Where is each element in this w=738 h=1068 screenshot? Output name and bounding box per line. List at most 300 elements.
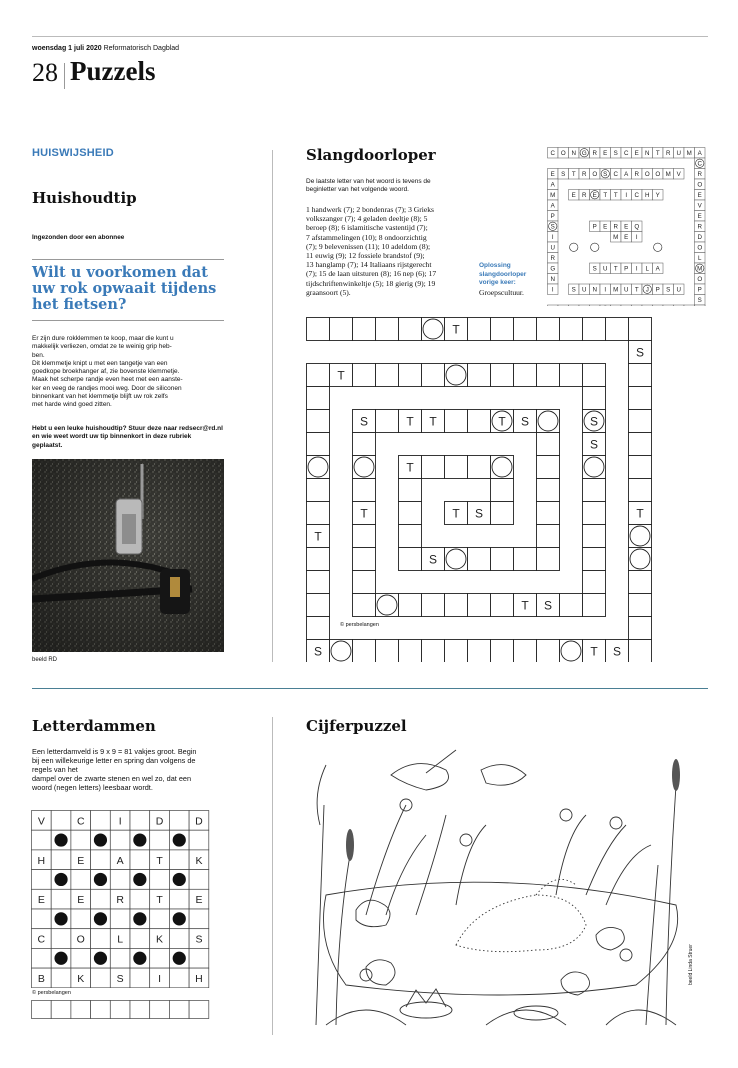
dam-square[interactable] <box>150 830 170 850</box>
solution-letter: N <box>592 286 597 294</box>
solution-letter: D <box>697 234 702 242</box>
solution-letter: O <box>560 150 566 158</box>
snake-cell[interactable] <box>629 594 652 617</box>
slangdoorloper-clues: 1 handwerk (7); 2 bondenras (7); 3 Grieks volkszanger (7); 4 geladen deeltje (8); 5 beroep (8); 6 islamitische vastentijd (7); 7 afstammelingen (10); 8 ondoorzichtig (7); 9 belevenissen (11); 10 adeldom (8); 11 euwig (9); 12 fossiele brandstof (9); 13 hanglamp (7); 14 Italiaans rijstgerecht (7); 15 de laan uitsturen (8); 16 nep (6); 17 tijdschriftenwinkeltje (5); 18 gierig (9); 19 graansoort (5). <box>306 205 437 297</box>
dam-stone <box>54 833 67 846</box>
dam-square[interactable] <box>110 870 130 890</box>
snake-cell[interactable] <box>422 594 445 617</box>
solution-letter: E <box>634 150 639 158</box>
dam-square[interactable] <box>169 889 189 909</box>
solution-letter: A <box>697 150 702 158</box>
solution-cell <box>695 305 706 306</box>
solution-label: Oplossing slangdoorloper vorige keer: <box>479 262 527 287</box>
dam-square[interactable] <box>71 909 91 929</box>
snake-cell-letter: S <box>428 552 438 567</box>
dam-square[interactable] <box>91 811 111 831</box>
dam-square[interactable] <box>91 968 111 988</box>
answer-cell[interactable] <box>110 1001 130 1019</box>
column-divider-bottom <box>272 717 273 1035</box>
dam-square[interactable] <box>71 870 91 890</box>
solution-letter: N <box>550 276 555 284</box>
snake-cell[interactable] <box>307 594 330 617</box>
snake-cell[interactable] <box>307 479 330 502</box>
solution-letter: H <box>645 192 650 200</box>
solution-letter: U <box>676 286 681 294</box>
dam-stone <box>94 873 107 886</box>
dateline <box>32 45 179 52</box>
snake-cell-letter: T <box>406 414 414 429</box>
snake-cell[interactable] <box>399 594 422 617</box>
dam-letter: D <box>195 815 203 828</box>
solution-letter: P <box>655 286 660 294</box>
snake-cell[interactable] <box>583 525 606 548</box>
dam-square[interactable] <box>71 948 91 968</box>
snake-cell[interactable] <box>491 548 514 571</box>
snake-cell[interactable] <box>629 410 652 433</box>
solution-letter: E <box>550 171 555 179</box>
dam-letter: E <box>195 894 203 907</box>
snake-cell[interactable] <box>376 640 399 663</box>
solution-letter: A <box>550 181 555 189</box>
solution-letter: I <box>625 192 628 200</box>
dam-square[interactable] <box>150 909 170 929</box>
solution-letter: U <box>603 265 608 273</box>
snake-cell[interactable] <box>491 364 514 387</box>
snake-cell[interactable] <box>399 318 422 341</box>
solution-letter: C <box>634 192 639 200</box>
dam-square[interactable] <box>130 811 150 831</box>
solution-letter: A <box>655 265 660 273</box>
dam-square[interactable] <box>91 929 111 949</box>
snake-cell[interactable] <box>514 640 537 663</box>
dam-square[interactable] <box>169 850 189 870</box>
column-divider-top <box>272 150 273 662</box>
snake-cell[interactable] <box>353 525 376 548</box>
snake-cell[interactable] <box>606 318 629 341</box>
dam-square[interactable] <box>189 948 209 968</box>
snake-cell[interactable] <box>468 548 491 571</box>
dam-letter: V <box>37 815 45 828</box>
cijferpuzzel-title: Cijferpuzzel <box>306 717 407 735</box>
solution-cell <box>684 305 695 306</box>
snake-cell[interactable] <box>353 479 376 502</box>
solution-letter: R <box>592 150 597 158</box>
snake-cell[interactable] <box>629 456 652 479</box>
dam-letter: R <box>116 894 124 907</box>
snake-cell[interactable] <box>514 318 537 341</box>
section-title: Puzzels <box>70 56 156 86</box>
letterdam-board[interactable] <box>31 810 212 988</box>
dam-letter: H <box>195 972 203 985</box>
snake-cell[interactable] <box>307 617 330 640</box>
solution-letter: T <box>613 192 618 200</box>
solution-letter: E <box>624 223 629 231</box>
solution-letter: S <box>613 150 618 158</box>
solution-letter: R <box>582 171 587 179</box>
solution-grid <box>547 147 709 306</box>
snake-cell[interactable] <box>422 456 445 479</box>
solution-letter: R <box>697 223 702 231</box>
solution-letter: P <box>550 213 555 221</box>
snake-cell[interactable] <box>422 640 445 663</box>
paper-name: Reformatorisch Dagblad <box>103 45 180 52</box>
snake-cell[interactable] <box>468 640 491 663</box>
dam-letter: C <box>37 933 46 946</box>
solution-letter: A <box>550 202 555 210</box>
letterdam-answer-row[interactable] <box>31 1000 212 1020</box>
solution-letter: R <box>666 150 671 158</box>
snake-cell[interactable] <box>583 502 606 525</box>
snake-cell[interactable] <box>560 594 583 617</box>
answer-cell[interactable] <box>130 1001 150 1019</box>
solution-letter: E <box>603 223 608 231</box>
dam-square[interactable] <box>110 830 130 850</box>
snake-cell[interactable] <box>537 318 560 341</box>
illustration-credit: beeld Linda Struer <box>688 944 694 985</box>
slangdoorloper-intro: De laatste letter van het woord is tevens de beginletter van het volgende woord. <box>306 178 431 194</box>
snake-cell[interactable] <box>468 456 491 479</box>
solution-letter: M <box>550 192 556 200</box>
snake-cell[interactable] <box>422 318 445 341</box>
snake-cell[interactable] <box>583 387 606 410</box>
solution-letter: L <box>698 255 702 263</box>
solution-letter: R <box>634 171 639 179</box>
snake-cell[interactable] <box>399 548 422 571</box>
snake-cell[interactable] <box>629 433 652 456</box>
snake-cell[interactable] <box>399 640 422 663</box>
solution-letter: T <box>571 171 576 179</box>
snake-cell[interactable] <box>514 364 537 387</box>
solution-letter: P <box>592 223 597 231</box>
solution-letter: U <box>676 150 681 158</box>
dam-square[interactable] <box>32 830 52 850</box>
snake-cell[interactable] <box>629 617 652 640</box>
solution-letter: T <box>634 286 639 294</box>
solution-letter: V <box>676 171 681 179</box>
snake-cell[interactable] <box>307 433 330 456</box>
solution-letter: U <box>550 244 555 252</box>
solution-letter: I <box>604 286 607 294</box>
dam-square[interactable] <box>130 968 150 988</box>
dam-letter: T <box>156 854 163 867</box>
dam-square[interactable] <box>130 889 150 909</box>
solution-letter: P <box>624 265 629 273</box>
solution-letter: U <box>624 286 629 294</box>
solution-letter: O <box>697 276 703 284</box>
dam-square[interactable] <box>51 968 71 988</box>
dam-square[interactable] <box>91 889 111 909</box>
snake-cell[interactable] <box>629 479 652 502</box>
date: woensdag 1 juli 2020 <box>32 45 102 52</box>
snake-cell[interactable] <box>583 571 606 594</box>
solution-letter: Q <box>634 223 640 231</box>
solution-letter: C <box>550 150 555 158</box>
snake-cell[interactable] <box>353 594 376 617</box>
snake-cell[interactable] <box>537 433 560 456</box>
dam-stone <box>173 952 186 965</box>
dam-square[interactable] <box>110 909 130 929</box>
solution-letter: R <box>697 171 702 179</box>
solution-letter: E <box>603 150 608 158</box>
dam-square[interactable] <box>189 870 209 890</box>
snake-cell[interactable] <box>629 640 652 663</box>
solution-letter: S <box>592 265 597 273</box>
snake-cell-letter: T <box>590 644 598 659</box>
photo-credit: beeld RD <box>32 657 58 663</box>
snake-cell[interactable] <box>376 364 399 387</box>
snake-cell[interactable] <box>629 525 652 548</box>
dam-square[interactable] <box>51 850 71 870</box>
dam-square[interactable] <box>32 948 52 968</box>
solution-letter: S <box>550 223 555 231</box>
solution-letter: C <box>624 150 629 158</box>
snake-cell[interactable] <box>376 410 399 433</box>
solution-letter: I <box>635 234 638 242</box>
snake-cell[interactable] <box>583 548 606 571</box>
dam-letter: S <box>116 972 124 985</box>
snake-cell[interactable] <box>514 548 537 571</box>
dam-square[interactable] <box>51 929 71 949</box>
dam-square[interactable] <box>51 811 71 831</box>
solution-letter: U <box>582 286 587 294</box>
solution-letter: J <box>645 286 649 294</box>
dot-to-dot-illustration <box>306 745 691 1032</box>
solution-letter: S <box>571 286 576 294</box>
snake-cell[interactable] <box>353 571 376 594</box>
solution-circle <box>591 243 599 251</box>
dam-letter: K <box>156 933 164 946</box>
solution-letter: I <box>551 234 554 242</box>
dam-square[interactable] <box>189 830 209 850</box>
solution-letter: S <box>666 286 671 294</box>
page-number-divider <box>64 63 65 89</box>
snake-cell[interactable] <box>629 318 652 341</box>
snake-cell[interactable] <box>353 433 376 456</box>
snake-cell[interactable] <box>537 410 560 433</box>
rubric-label: HUISWIJSHEID <box>32 147 114 159</box>
snake-cell[interactable] <box>307 548 330 571</box>
snake-cell[interactable] <box>583 594 606 617</box>
snake-cell[interactable] <box>353 456 376 479</box>
solution-letter: S <box>697 297 702 305</box>
snake-cell[interactable] <box>445 456 468 479</box>
snake-cell-letter: T <box>498 414 506 429</box>
headline-rule-top <box>32 259 224 260</box>
snake-cell[interactable] <box>491 479 514 502</box>
dam-square[interactable] <box>169 929 189 949</box>
snake-cell[interactable] <box>537 364 560 387</box>
dam-stone <box>133 833 146 846</box>
snake-cell[interactable] <box>353 318 376 341</box>
snake-cell-letter: T <box>314 529 322 544</box>
dam-letter: K <box>195 854 203 867</box>
snake-cell[interactable] <box>307 364 330 387</box>
solution-letter: E <box>697 213 702 221</box>
letterdam-copyright: © persbelangen <box>32 990 71 996</box>
snake-cell[interactable] <box>330 318 353 341</box>
solution-cell <box>590 305 601 306</box>
dam-letter: T <box>156 894 163 907</box>
snake-cell[interactable] <box>330 640 353 663</box>
answer-cell[interactable] <box>169 1001 189 1019</box>
dam-square[interactable] <box>189 909 209 929</box>
tip-call-to-action: Hebt u een leuke huishoudtip? Stuur deze naar redsecr@rd.nl en wie weet wordt uw tip binnenkort in deze rubriek geplaatst. <box>32 425 223 449</box>
snake-cell[interactable] <box>353 640 376 663</box>
snake-cell[interactable] <box>560 318 583 341</box>
snake-cell[interactable] <box>468 318 491 341</box>
snake-cell[interactable] <box>629 571 652 594</box>
solution-letter: C <box>613 171 618 179</box>
snake-cell[interactable] <box>353 364 376 387</box>
dam-stone <box>94 833 107 846</box>
solution-circle <box>570 243 578 251</box>
solution-letter: M <box>665 171 671 179</box>
dam-square[interactable] <box>130 850 150 870</box>
snake-cell[interactable] <box>307 571 330 594</box>
dam-letter: D <box>155 815 164 828</box>
solution-letter: O <box>697 181 703 189</box>
snake-cell[interactable] <box>422 364 445 387</box>
answer-cell[interactable] <box>51 1001 71 1019</box>
snake-cell[interactable] <box>445 364 468 387</box>
dam-square[interactable] <box>51 889 71 909</box>
solution-cell <box>621 305 632 306</box>
snake-cell[interactable] <box>445 640 468 663</box>
solution-letter: S <box>561 171 566 179</box>
snake-cell-letter: T <box>337 368 345 383</box>
solution-letter: L <box>645 265 649 273</box>
top-rule <box>32 36 708 37</box>
dam-stone <box>173 833 186 846</box>
snake-cell[interactable] <box>537 479 560 502</box>
snake-cell[interactable] <box>307 410 330 433</box>
snake-cell[interactable] <box>491 594 514 617</box>
snake-cell[interactable] <box>468 410 491 433</box>
snake-cell[interactable] <box>307 387 330 410</box>
dam-letter: B <box>37 972 45 985</box>
dam-square[interactable] <box>91 850 111 870</box>
snake-cell[interactable] <box>376 594 399 617</box>
snake-cell-letter: T <box>521 598 529 613</box>
snake-cell[interactable] <box>629 364 652 387</box>
snake-cell[interactable] <box>560 364 583 387</box>
snake-cell[interactable] <box>307 502 330 525</box>
dam-letter: S <box>195 933 203 946</box>
snake-grid[interactable] <box>306 317 652 662</box>
dam-stone <box>94 912 107 925</box>
solution-letter: T <box>613 265 618 273</box>
solution-letter: O <box>655 171 661 179</box>
solution-cell <box>632 305 643 306</box>
dam-square[interactable] <box>169 811 189 831</box>
snake-cell[interactable] <box>491 456 514 479</box>
dam-letter: E <box>77 854 85 867</box>
solution-letter: E <box>592 192 597 200</box>
solution-letter: O <box>644 171 650 179</box>
dam-square[interactable] <box>110 948 130 968</box>
dam-stone <box>133 873 146 886</box>
snake-cell[interactable] <box>307 318 330 341</box>
solution-cell <box>674 305 685 306</box>
dam-stone <box>54 952 67 965</box>
snake-cell[interactable] <box>376 318 399 341</box>
dam-square[interactable] <box>32 870 52 890</box>
snake-cell[interactable] <box>468 594 491 617</box>
dam-stone <box>54 912 67 925</box>
snake-cell[interactable] <box>399 364 422 387</box>
snake-cell-letter: S <box>635 345 645 360</box>
answer-cell[interactable] <box>91 1001 111 1019</box>
solution-letter: I <box>635 265 638 273</box>
headline-rule-bottom <box>32 320 224 321</box>
snake-cell[interactable] <box>445 594 468 617</box>
solution-letter: O <box>697 244 703 252</box>
snake-cell[interactable] <box>629 548 652 571</box>
snake-cell[interactable] <box>537 502 560 525</box>
solution-text: Groepscultuur. <box>479 288 524 297</box>
solution-circle <box>654 243 662 251</box>
dam-square[interactable] <box>150 948 170 968</box>
snake-cell[interactable] <box>629 387 652 410</box>
dam-letter: L <box>117 933 124 946</box>
tip-headline: Wilt u voorkomen dat uw rok opwaait tijdens het fietsen? <box>32 264 217 313</box>
dam-square[interactable] <box>32 909 52 929</box>
snake-cell[interactable] <box>583 318 606 341</box>
dam-square[interactable] <box>130 929 150 949</box>
snake-cell[interactable] <box>583 364 606 387</box>
snake-cell[interactable] <box>399 525 422 548</box>
snake-cell[interactable] <box>537 456 560 479</box>
snake-cell[interactable] <box>445 410 468 433</box>
snake-cell[interactable] <box>399 479 422 502</box>
solution-cell <box>642 305 653 306</box>
solution-letter: G <box>581 150 587 158</box>
solution-letter: R <box>550 255 555 263</box>
snake-cell[interactable] <box>399 502 422 525</box>
snake-cell-letter: T <box>406 460 414 475</box>
snake-cell[interactable] <box>583 456 606 479</box>
snake-cell[interactable] <box>583 479 606 502</box>
answer-cell[interactable] <box>150 1001 170 1019</box>
solution-cell <box>558 305 569 306</box>
snake-cell[interactable] <box>307 456 330 479</box>
snake-cell[interactable] <box>537 525 560 548</box>
snake-cell-letter: S <box>520 414 530 429</box>
dam-letter: A <box>116 854 124 867</box>
solution-letter: M <box>613 286 619 294</box>
snake-cell[interactable] <box>445 548 468 571</box>
snake-cell[interactable] <box>491 318 514 341</box>
snake-cell[interactable] <box>468 364 491 387</box>
snake-cell[interactable] <box>491 502 514 525</box>
dam-square[interactable] <box>150 870 170 890</box>
dam-square[interactable] <box>71 830 91 850</box>
snake-cell-letter: S <box>612 644 622 659</box>
snake-cell-letter: S <box>589 437 599 452</box>
snake-cell[interactable] <box>491 640 514 663</box>
dam-square[interactable] <box>169 968 189 988</box>
answer-cell[interactable] <box>71 1001 91 1019</box>
answer-cell[interactable] <box>189 1001 209 1019</box>
answer-cell[interactable] <box>32 1001 52 1019</box>
snake-cell[interactable] <box>537 548 560 571</box>
snake-cell[interactable] <box>353 548 376 571</box>
snake-cell[interactable] <box>560 640 583 663</box>
solution-letter: M <box>686 150 692 158</box>
snake-cell[interactable] <box>537 640 560 663</box>
dam-letter: C <box>76 815 85 828</box>
solution-letter: G <box>550 265 556 273</box>
